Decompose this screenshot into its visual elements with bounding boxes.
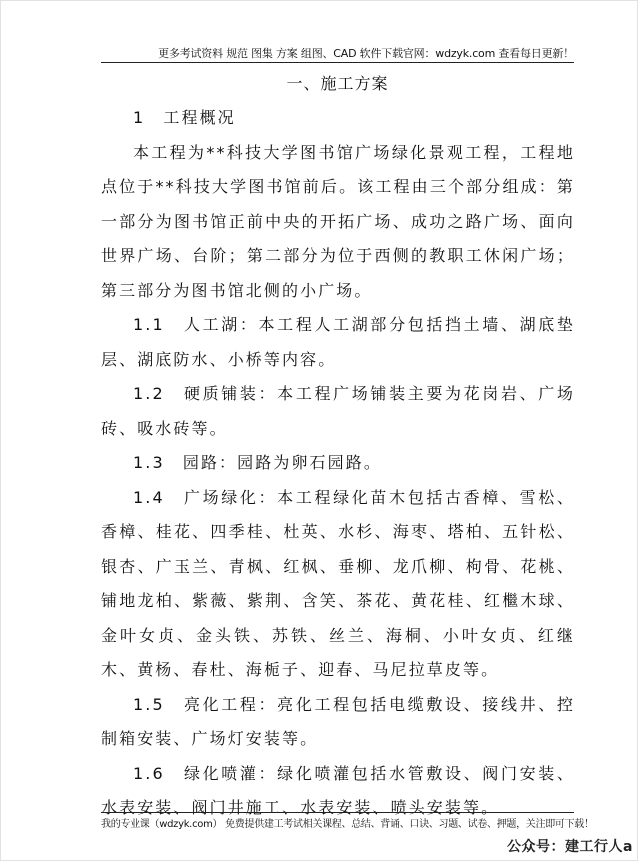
- watermark-text: 公众号：建工行人a: [507, 839, 633, 855]
- paragraph-garden-path: 1.3 园路：园路为卵石园路。: [133, 453, 382, 472]
- page-header-text: 更多考试资料 规范 图集 方案 组图、CAD 软件下载官网：wdzyk.com 查看每日更新！: [158, 47, 574, 60]
- section-heading: 1 工程概况: [133, 108, 236, 127]
- paragraph-lighting-works: 1.5 亮化工程：亮化工程包括电缆敷设、接线井、控制箱安装、广场灯安装等。: [101, 694, 575, 748]
- paragraph-square-greening: 1.4 广场绿化：本工程绿化苗木包括古香樟、雪松、香樟、桂花、四季桂、杜英、水杉、海枣、塔柏、五针松、银杏、广玉兰、青枫、红枫、垂柳、龙爪柳、枸骨、花桃、铺地龙柏、紫薇、紫荆、含笑、茶花、黄花桂、红檵木球、金叶女贞、金头铁、苏铁、丝兰、海桐、小叶女贞、红继木、黄杨、春杜、海栀子、迎春、马尼拉草皮等。: [101, 487, 575, 679]
- paragraph-irrigation: 1.6 绿化喷灌：绿化喷灌包括水管敷设、阀门安装、水表安装、阀门井施工、水表安装、喷头安装等。: [101, 763, 575, 817]
- document-title: 一、施工方案: [286, 74, 389, 93]
- footer-divider: [101, 812, 574, 813]
- paragraph-project-overview: 本工程为**科技大学图书馆广场绿化景观工程，工程地点位于**科技大学图书馆前后。该工程由三个部分组成：第一部分为图书馆正前中央的开拓广场、成功之路广场、面向世界广场、台阶；第二部分为位于西侧的教职工休闲广场；第三部分为图书馆北侧的小广场。: [101, 142, 575, 300]
- header-divider: [101, 62, 574, 63]
- document-body: [101, 101, 575, 826]
- paragraph-artificial-lake: 1.1 人工湖：本工程人工湖部分包括挡土墙、湖底垫层、湖底防水、小桥等内容。: [101, 315, 575, 369]
- paragraph-hard-paving: 1.2 硬质铺装：本工程广场铺装主要为花岗岩、广场砖、吸水砖等。: [101, 384, 575, 438]
- page-footer-text: 我的专业课（wdzyk.com） 免费提供建工考试相关课程、总结、背诵、口诀、习题、试卷、押题，关注即可下载！: [101, 819, 594, 830]
